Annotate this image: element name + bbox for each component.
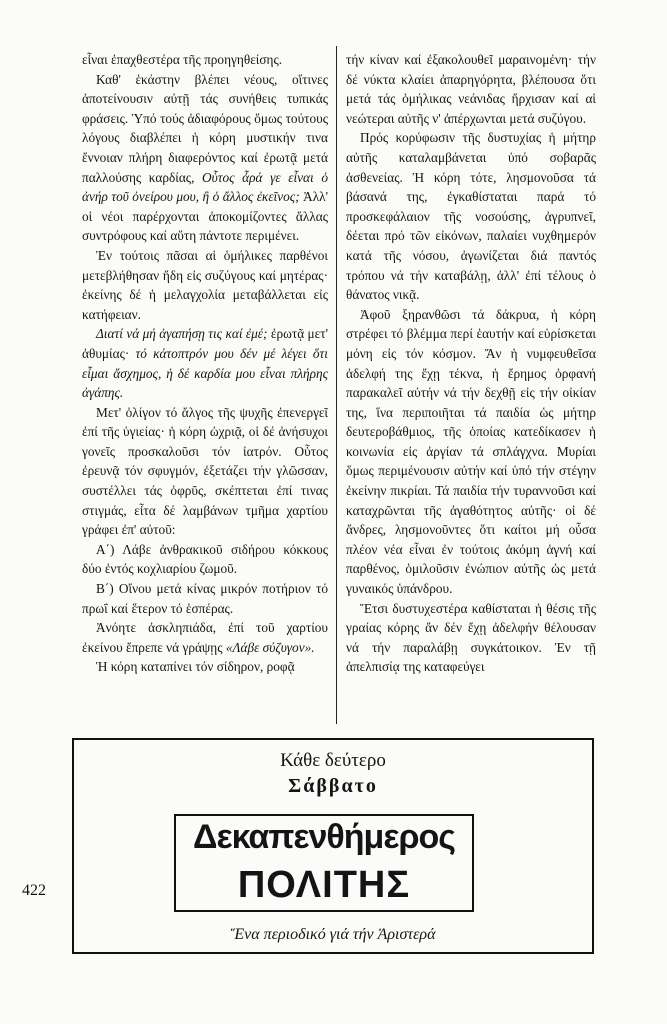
ad-schedule-day: Σάββατο — [288, 775, 378, 797]
logo-title-line2: ΠΟΛΙΤΗΣ — [237, 864, 411, 906]
text-run: ἐρωτᾷ μετ' ἀθυμίας· — [82, 326, 328, 361]
article-column-left — [82, 50, 328, 677]
paragraph: Ἀφοῦ ξηρανθῶσι τά δάκρυα, ἡ κόρη στρέφει τό βλέμμα περί ἑαυτήν καί εὑρίσκεται μόνη εἰς τόν κόσμον. Ἄν ἡ νυμφευθεῖσα ἀδελφή της ἔχῃ τέκνα, ἡ ἔρημος ὀρφανή παρακαλεῖ αὐτήν νά τήν δεχθῇ εἰς τήν οἰκίαν της, ἵνα περιποιῆται τά παιδία ὡς μήτηρ δευτεροβάθμιος, τῆς ὁποίας κατεδίκασεν ἡ κοινωνία εἰς ἀργίαν τά σπλάγχνα. Μυρίαι ὅμως περιμένουσιν αὐτήν καί ὑπό τήν στέγην ἐκείνην πικρίαι. Τά παιδία τήν τυραννοῦσι καί καταχρῶνται τῆς ἀγαθότητος αὐτῆς· οἱ δέ ἄνδρες, λησμονοῦντες ὅτι καίτοι μή οὖσα πλέον νέα εἶναι ἐν τούτοις ἀκόμη ἁγνή καί παρθένος, ὁμιλοῦσιν ἐνώπιον αὐτῆς ὡς μετά γυναικός ὑπάνδρου. — [346, 306, 596, 597]
italic-quote: Διατί νά μή ἀγαπήσῃ τις καί ἐμέ; — [96, 326, 268, 342]
italic-quote: τό κάτοπτρόν μου δέν μέ λέγει ὅτι εἶμαι ἄσχημος, ἡ δέ καρδία μου εἶναι πλήρης ἀγάπης. — [82, 345, 328, 401]
text-run: Καθ' ἑκάστην βλέπει νέους, οἵτινες ἀποτείνουσιν αὐτῇ τάς συνήθεις τυπικάς φράσεις. Ὑπό τούς ἀδιαφόρους ὅμως τούτους λόγους διαβλέπει ἡ κόρη μυστικήν τινα ἔννοιαν πλήρη διαφερόντος καί ἐρωτᾷ μετά παλλούσης καρδίας, — [82, 71, 328, 185]
paragraph: Πρός κορύφωσιν τῆς δυστυχίας ἡ μήτηρ αὐτῆς καταλαμβάνεται ὑπό σοβαρᾶς ἀσθενείας. Ἡ κόρη τότε, λησμονοῦσα τά βάσανά της, ἐγκαθίσταται παρά τό προσκεφάλαιον τῆς νοσούσης, ἀγρυπνεῖ, δέεται πρό τῶν εἰκόνων, παλαίει νυχθημερόν κατά τῆς νόσου, ἀγωνίζεται διά παντός τρόπου νά τήν καταβάλῃ, ἀλλ' ἐπί τέλους ὁ θάνατος νικᾷ. — [346, 130, 596, 303]
paragraph — [82, 70, 328, 246]
italic-quote: «Λάβε σύζυγον». — [225, 639, 315, 655]
logo-title-line1: Δεκαπενθήμερος — [193, 818, 455, 856]
paragraph — [82, 324, 328, 402]
text-run: Ἀνόητε ἀσκληπιάδα, ἐπί τοῦ χαρτίου ἐκείνου ἔπρεπε νά γράψῃς — [82, 620, 328, 655]
paragraph: τήν κίναν καί ἐξακολουθεῖ μαραινομένη· τήν δέ νύκτα κλαίει ἀπαρηγόρητα, βλέπουσα ὅτι μετά τάς ὁμήλικας νεάνιδας ἤρχισαν καί αἱ νεώτεραι αὐτῆς ν' ἀπέρχωνται μετά συζύγου. — [346, 52, 596, 126]
paragraph: Ἐν τούτοις πᾶσαι αἱ ὁμήλικες παρθένοι μετεβλήθησαν ἤδη εἰς συζύγους καί μητέρας· ἐκείνης δέ ἡ μελαγχολία μεταβάλλεται εἰς κατήφειαν. — [82, 247, 328, 322]
prescription-item: Β΄) Οἴνου μετά κίνας μικρόν ποτήριον τό πρωΐ καί ἕτερον τό ἑσπέρας. — [82, 581, 328, 616]
page-number: 422 — [22, 882, 46, 899]
text-run: Ἀλλ' οἱ νέοι παρέρχονται ἀποκομίζοντες ἄλλας συντρόφους καί αὕτη πάντοτε περιμένει. — [82, 189, 328, 244]
ad-tagline: Ἕνα περιοδικό γιά τήν Ἀριστερά — [230, 926, 436, 943]
paragraph: εἶναι ἐπαχθεστέρα τῆς προηγηθείσης. — [82, 52, 283, 67]
paragraph — [82, 618, 328, 657]
magazine-logo — [174, 814, 474, 912]
italic-quote: Οὗτος ἆρά γε εἶναι ὁ ἀνήρ τοῦ ὀνείρου μου, ἢ ὁ ἄλλος ἐκεῖνος; — [82, 169, 328, 205]
column-divider — [336, 46, 337, 724]
ad-schedule-line: Κάθε δεύτερο — [280, 750, 386, 771]
paragraph: Ἔτσι δυστυχεστέρα καθίσταται ἡ θέσις τῆς γραίας κόρης ἄν δέν ἔχῃ ἀδελφήν θέλουσαν νά τήν παραλάβῃ συγκάτοικον. Ἐν τῇ ἀπελπισίᾳ της καταφεύγει — [346, 600, 596, 675]
advertisement-box — [72, 738, 594, 954]
article-column-right — [346, 50, 596, 677]
prescription-item: Α΄) Λάβε ἀνθρακικοῦ σιδήρου κόκκους δύο ἐντός κοχλιαρίου ζωμοῦ. — [82, 541, 328, 577]
paragraph: Μετ' ὀλίγον τό ἄλγος τῆς ψυχῆς ἐπενεργεῖ ἐπί τῆς ὑγιείας· ἡ κόρη ὠχριᾷ, οἱ δέ ἀνήσυχοι γονεῖς προσκαλοῦσι τόν ἰατρόν. Οὗτος ἐρευνᾷ τόν σφυγμόν, ἐξετάζει τήν γλῶσσαν, συστέλλει τάς ὀφρῦς, σκέπτεται ἐπί τινας στιγμάς, εἶτα δέ λαμβάνων τμῆμα χαρτίου γράφει ἐπ' αὐτοῦ: — [82, 404, 328, 538]
paragraph: Ἡ κόρη καταπίνει τόν σίδηρον, ροφᾷ — [96, 659, 295, 675]
